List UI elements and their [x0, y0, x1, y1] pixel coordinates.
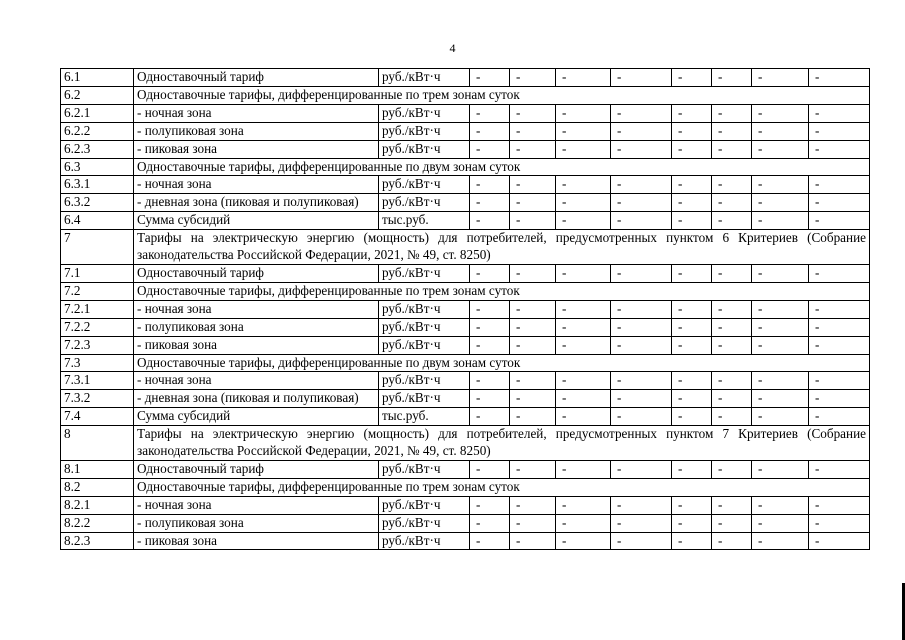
value-cell: -: [556, 264, 611, 282]
value-cell: -: [712, 318, 752, 336]
value-cell: -: [556, 372, 611, 390]
value-cell: -: [470, 532, 510, 550]
value-cell: -: [809, 176, 870, 194]
value-cell: -: [470, 104, 510, 122]
value-cell: -: [611, 122, 672, 140]
value-cell: -: [809, 140, 870, 158]
unit-cell: руб./кВт·ч: [379, 460, 470, 478]
value-cell: -: [712, 194, 752, 212]
value-cell: -: [611, 336, 672, 354]
value-cell: -: [712, 140, 752, 158]
value-cell: -: [470, 336, 510, 354]
value-cell: -: [510, 532, 556, 550]
value-cell: -: [611, 460, 672, 478]
tariff-table: [60, 68, 870, 550]
unit-cell: руб./кВт·ч: [379, 372, 470, 390]
value-cell: -: [672, 532, 712, 550]
value-cell: -: [556, 69, 611, 87]
row-number: 8.2.2: [61, 514, 134, 532]
unit-cell: руб./кВт·ч: [379, 300, 470, 318]
table-row: [61, 318, 870, 336]
table-row: [61, 122, 870, 140]
row-number: 7: [61, 230, 134, 265]
row-label: - полупиковая зона: [134, 514, 379, 532]
value-cell: -: [752, 460, 809, 478]
value-cell: -: [672, 212, 712, 230]
unit-cell: руб./кВт·ч: [379, 69, 470, 87]
value-cell: -: [611, 496, 672, 514]
value-cell: -: [611, 390, 672, 408]
row-label: - ночная зона: [134, 372, 379, 390]
value-cell: -: [809, 212, 870, 230]
unit-cell: руб./кВт·ч: [379, 318, 470, 336]
row-label: - пиковая зона: [134, 532, 379, 550]
value-cell: -: [809, 532, 870, 550]
value-cell: -: [470, 496, 510, 514]
unit-cell: руб./кВт·ч: [379, 390, 470, 408]
subsection-title: Одноставочные тарифы, дифференцированные по трем зонам суток: [134, 282, 870, 300]
value-cell: -: [809, 194, 870, 212]
unit-cell: тыс.руб.: [379, 408, 470, 426]
value-cell: -: [752, 318, 809, 336]
value-cell: -: [470, 194, 510, 212]
value-cell: -: [611, 514, 672, 532]
value-cell: -: [510, 460, 556, 478]
value-cell: -: [556, 460, 611, 478]
row-number: 7.2.1: [61, 300, 134, 318]
row-label: - пиковая зона: [134, 140, 379, 158]
value-cell: -: [809, 318, 870, 336]
table-row: [61, 104, 870, 122]
unit-cell: руб./кВт·ч: [379, 140, 470, 158]
section-heading: Тарифы на электрическую энергию (мощность) для потребителей, предусмотренных пунктом 7 Критериев (Собрание законодательства Российской Федерации, 2021, № 49, ст. 8250): [134, 426, 870, 461]
value-cell: -: [809, 336, 870, 354]
value-cell: -: [809, 104, 870, 122]
table-row: [61, 86, 870, 104]
row-number: 6.3.2: [61, 194, 134, 212]
row-number: 6.1: [61, 69, 134, 87]
value-cell: -: [752, 390, 809, 408]
value-cell: -: [752, 140, 809, 158]
value-cell: -: [752, 69, 809, 87]
row-label: - дневная зона (пиковая и полупиковая): [134, 194, 379, 212]
value-cell: -: [672, 140, 712, 158]
table-row: [61, 354, 870, 372]
value-cell: -: [611, 300, 672, 318]
value-cell: -: [611, 194, 672, 212]
row-label: Сумма субсидий: [134, 408, 379, 426]
value-cell: -: [556, 532, 611, 550]
value-cell: -: [809, 460, 870, 478]
value-cell: -: [672, 336, 712, 354]
value-cell: -: [510, 514, 556, 532]
value-cell: -: [510, 69, 556, 87]
unit-cell: руб./кВт·ч: [379, 104, 470, 122]
table-row: [61, 194, 870, 212]
value-cell: -: [672, 264, 712, 282]
row-number: 8.2.3: [61, 532, 134, 550]
value-cell: -: [672, 460, 712, 478]
value-cell: -: [712, 460, 752, 478]
unit-cell: руб./кВт·ч: [379, 336, 470, 354]
row-number: 8.2: [61, 478, 134, 496]
value-cell: -: [712, 408, 752, 426]
value-cell: -: [809, 122, 870, 140]
value-cell: -: [510, 496, 556, 514]
value-cell: -: [672, 514, 712, 532]
value-cell: -: [672, 300, 712, 318]
value-cell: -: [712, 176, 752, 194]
value-cell: -: [556, 104, 611, 122]
value-cell: -: [556, 336, 611, 354]
value-cell: -: [470, 69, 510, 87]
row-number: 7.2.2: [61, 318, 134, 336]
value-cell: -: [510, 140, 556, 158]
row-number: 7.2: [61, 282, 134, 300]
unit-cell: руб./кВт·ч: [379, 194, 470, 212]
value-cell: -: [510, 336, 556, 354]
value-cell: -: [712, 390, 752, 408]
row-number: 6.2.2: [61, 122, 134, 140]
value-cell: -: [510, 408, 556, 426]
row-number: 6.3: [61, 158, 134, 176]
value-cell: -: [611, 140, 672, 158]
value-cell: -: [470, 390, 510, 408]
value-cell: -: [752, 336, 809, 354]
value-cell: -: [712, 496, 752, 514]
value-cell: -: [510, 212, 556, 230]
value-cell: -: [752, 496, 809, 514]
row-label: - полупиковая зона: [134, 122, 379, 140]
value-cell: -: [672, 372, 712, 390]
value-cell: -: [470, 140, 510, 158]
table-body: [61, 69, 870, 550]
row-number: 7.1: [61, 264, 134, 282]
value-cell: -: [752, 176, 809, 194]
unit-cell: руб./кВт·ч: [379, 532, 470, 550]
value-cell: -: [712, 69, 752, 87]
value-cell: -: [752, 532, 809, 550]
value-cell: -: [712, 122, 752, 140]
value-cell: -: [556, 122, 611, 140]
value-cell: -: [470, 264, 510, 282]
unit-cell: руб./кВт·ч: [379, 264, 470, 282]
value-cell: -: [470, 318, 510, 336]
value-cell: -: [470, 408, 510, 426]
table-row: [61, 69, 870, 87]
value-cell: -: [752, 104, 809, 122]
value-cell: -: [672, 318, 712, 336]
table-row: [61, 478, 870, 496]
value-cell: -: [611, 69, 672, 87]
value-cell: -: [470, 176, 510, 194]
value-cell: -: [712, 300, 752, 318]
value-cell: -: [809, 69, 870, 87]
value-cell: -: [510, 194, 556, 212]
row-number: 7.3.2: [61, 390, 134, 408]
table-row: [61, 532, 870, 550]
value-cell: -: [510, 318, 556, 336]
value-cell: -: [611, 532, 672, 550]
value-cell: -: [752, 212, 809, 230]
unit-cell: руб./кВт·ч: [379, 496, 470, 514]
value-cell: -: [510, 372, 556, 390]
value-cell: -: [672, 104, 712, 122]
value-cell: -: [556, 496, 611, 514]
value-cell: -: [712, 264, 752, 282]
row-label: - ночная зона: [134, 176, 379, 194]
value-cell: -: [712, 104, 752, 122]
table-row: [61, 460, 870, 478]
unit-cell: руб./кВт·ч: [379, 514, 470, 532]
table-row: [61, 158, 870, 176]
table-row: [61, 212, 870, 230]
value-cell: -: [752, 122, 809, 140]
row-number: 6.2.1: [61, 104, 134, 122]
value-cell: -: [752, 300, 809, 318]
row-number: 6.3.1: [61, 176, 134, 194]
value-cell: -: [712, 514, 752, 532]
table-row: [61, 336, 870, 354]
value-cell: -: [672, 69, 712, 87]
value-cell: -: [470, 300, 510, 318]
value-cell: -: [752, 194, 809, 212]
table-row: [61, 176, 870, 194]
subsection-title: Одноставочные тарифы, дифференцированные по двум зонам суток: [134, 354, 870, 372]
row-number: 6.2.3: [61, 140, 134, 158]
table-row: [61, 282, 870, 300]
value-cell: -: [510, 122, 556, 140]
row-number: 8: [61, 426, 134, 461]
value-cell: -: [809, 264, 870, 282]
row-label: Одноставочный тариф: [134, 460, 379, 478]
value-cell: -: [556, 140, 611, 158]
value-cell: -: [556, 318, 611, 336]
value-cell: -: [672, 496, 712, 514]
value-cell: -: [510, 104, 556, 122]
table-row: [61, 408, 870, 426]
table-row: [61, 496, 870, 514]
value-cell: -: [611, 176, 672, 194]
row-number: 7.4: [61, 408, 134, 426]
value-cell: -: [556, 194, 611, 212]
value-cell: -: [672, 122, 712, 140]
value-cell: -: [470, 122, 510, 140]
value-cell: -: [672, 390, 712, 408]
table-row: [61, 372, 870, 390]
value-cell: -: [556, 514, 611, 532]
value-cell: -: [470, 212, 510, 230]
value-cell: -: [510, 176, 556, 194]
value-cell: -: [510, 264, 556, 282]
value-cell: -: [712, 336, 752, 354]
subsection-title: Одноставочные тарифы, дифференцированные по двум зонам суток: [134, 158, 870, 176]
value-cell: -: [809, 514, 870, 532]
value-cell: -: [809, 372, 870, 390]
table-row: [61, 230, 870, 265]
table-row: [61, 426, 870, 461]
row-label: - пиковая зона: [134, 336, 379, 354]
row-label: Сумма субсидий: [134, 212, 379, 230]
row-label: - ночная зона: [134, 300, 379, 318]
unit-cell: руб./кВт·ч: [379, 176, 470, 194]
subsection-title: Одноставочные тарифы, дифференцированные по трем зонам суток: [134, 86, 870, 104]
value-cell: -: [611, 212, 672, 230]
value-cell: -: [510, 300, 556, 318]
value-cell: -: [556, 300, 611, 318]
row-label: Одноставочный тариф: [134, 264, 379, 282]
row-number: 8.1: [61, 460, 134, 478]
row-number: 6.4: [61, 212, 134, 230]
value-cell: -: [672, 176, 712, 194]
row-label: - дневная зона (пиковая и полупиковая): [134, 390, 379, 408]
value-cell: -: [752, 408, 809, 426]
value-cell: -: [611, 318, 672, 336]
value-cell: -: [712, 532, 752, 550]
value-cell: -: [470, 514, 510, 532]
value-cell: -: [809, 496, 870, 514]
value-cell: -: [809, 408, 870, 426]
value-cell: -: [809, 390, 870, 408]
value-cell: -: [712, 372, 752, 390]
row-number: 6.2: [61, 86, 134, 104]
table-row: [61, 514, 870, 532]
value-cell: -: [510, 390, 556, 408]
table-row: [61, 140, 870, 158]
value-cell: -: [556, 212, 611, 230]
value-cell: -: [611, 264, 672, 282]
unit-cell: руб./кВт·ч: [379, 122, 470, 140]
value-cell: -: [556, 176, 611, 194]
value-cell: -: [470, 460, 510, 478]
row-number: 7.2.3: [61, 336, 134, 354]
value-cell: -: [672, 408, 712, 426]
value-cell: -: [752, 514, 809, 532]
page-number: 4: [449, 41, 456, 55]
table-row: [61, 300, 870, 318]
value-cell: -: [611, 408, 672, 426]
row-label: - ночная зона: [134, 104, 379, 122]
row-number: 7.3: [61, 354, 134, 372]
section-heading: Тарифы на электрическую энергию (мощность) для потребителей, предусмотренных пунктом 6 Критериев (Собрание законодательства Российской Федерации, 2021, № 49, ст. 8250): [134, 230, 870, 265]
value-cell: -: [809, 300, 870, 318]
value-cell: -: [752, 264, 809, 282]
value-cell: -: [752, 372, 809, 390]
value-cell: -: [611, 372, 672, 390]
row-label: Одноставочный тариф: [134, 69, 379, 87]
row-number: 7.3.1: [61, 372, 134, 390]
value-cell: -: [556, 390, 611, 408]
row-label: - ночная зона: [134, 496, 379, 514]
value-cell: -: [712, 212, 752, 230]
value-cell: -: [470, 372, 510, 390]
row-label: - полупиковая зона: [134, 318, 379, 336]
subsection-title: Одноставочные тарифы, дифференцированные по трем зонам суток: [134, 478, 870, 496]
value-cell: -: [672, 194, 712, 212]
unit-cell: тыс.руб.: [379, 212, 470, 230]
value-cell: -: [611, 104, 672, 122]
table-row: [61, 264, 870, 282]
table-row: [61, 390, 870, 408]
row-number: 8.2.1: [61, 496, 134, 514]
value-cell: -: [556, 408, 611, 426]
